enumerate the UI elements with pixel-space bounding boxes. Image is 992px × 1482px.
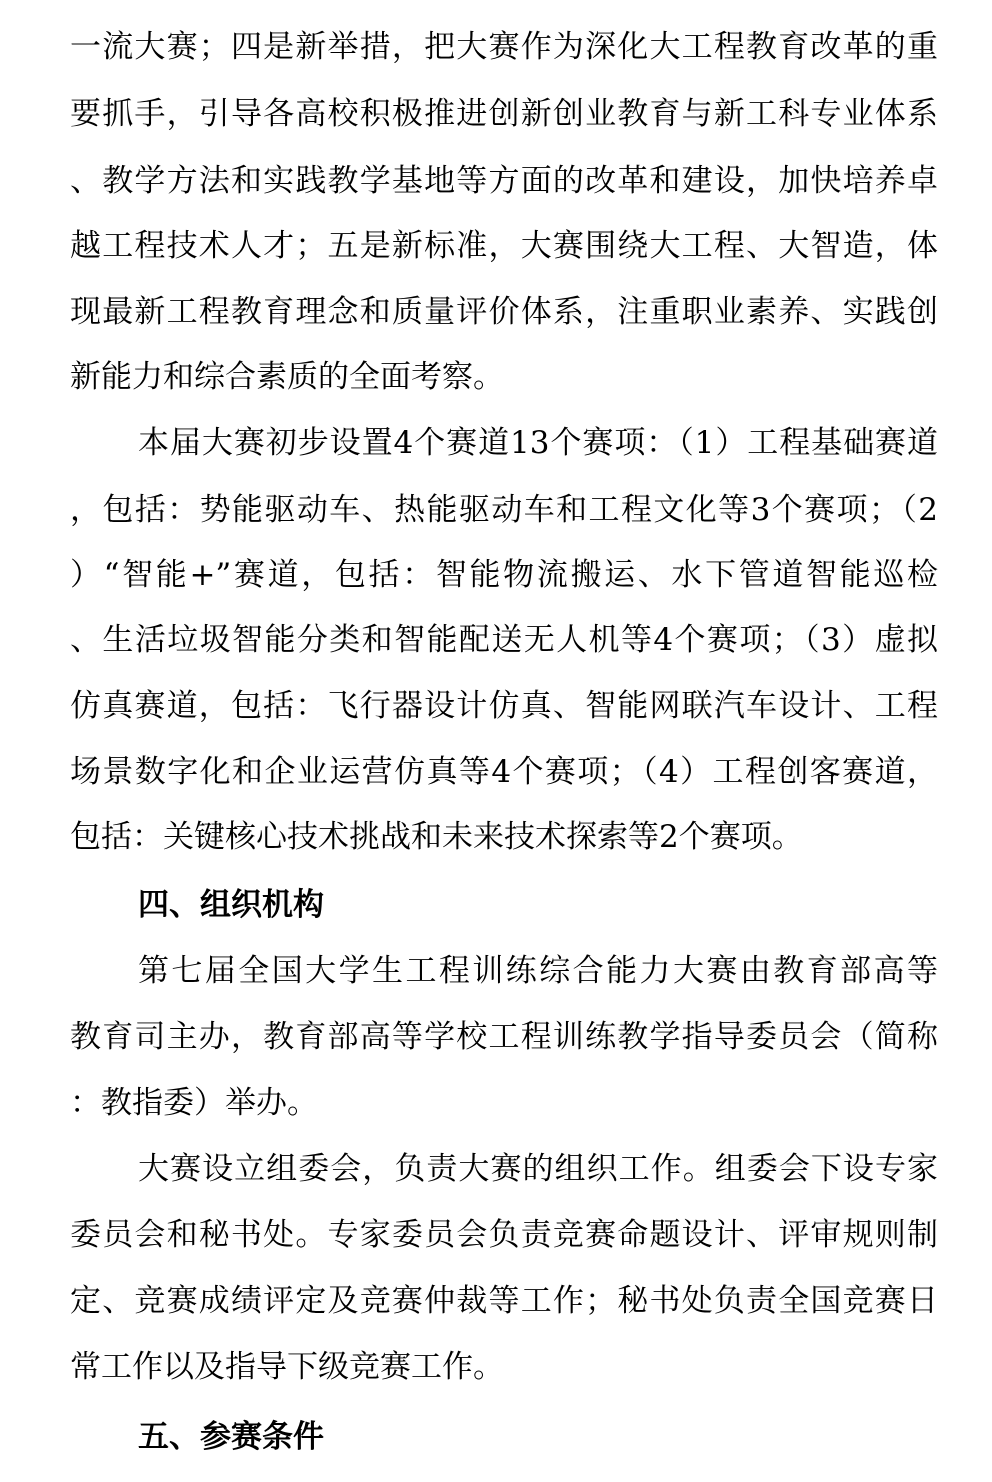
paragraph-line: 常工作以及指导下级竞赛工作。: [70, 1349, 504, 1385]
paragraph-line: ，包括：势能驱动车、热能驱动车和工程文化等3个赛项；（2: [70, 492, 938, 528]
paragraph-line: 、生活垃圾智能分类和智能配送无人机等4个赛项；（3）虚拟: [70, 622, 938, 658]
paragraph-line: ）“智能+”赛道，包括：智能物流搬运、水下管道智能巡检: [70, 557, 938, 593]
paragraph-line: 本届大赛初步设置4个赛道13个赛项：（1）工程基础赛道: [138, 425, 938, 461]
paragraph-line: 一流大赛；四是新举措，把大赛作为深化大工程教育改革的重: [70, 29, 938, 65]
paragraph-line: 、教学方法和实践教学基地等方面的改革和建设，加快培养卓: [70, 163, 938, 199]
paragraph-line: 大赛设立组委会，负责大赛的组织工作。组委会下设专家: [138, 1151, 938, 1187]
paragraph-line: 越工程技术人才；五是新标准，大赛围绕大工程、大智造，体: [70, 228, 938, 264]
paragraph-line: 包括：关键核心技术挑战和未来技术探索等2个赛项。: [70, 819, 803, 855]
paragraph-line: 要抓手，引导各高校积极推进创新创业教育与新工科专业体系: [70, 96, 938, 132]
section-heading: 四、组织机构: [138, 887, 324, 923]
paragraph-line: 场景数字化和企业运营仿真等4个赛项；（4）工程创客赛道，: [70, 754, 938, 790]
paragraph-line: 第七届全国大学生工程训练综合能力大赛由教育部高等: [138, 953, 938, 989]
paragraph-line: 现最新工程教育理念和质量评价体系，注重职业素养、实践创: [70, 294, 938, 330]
section-heading: 五、参赛条件: [138, 1419, 324, 1455]
paragraph-line: 新能力和综合素质的全面考察。: [70, 359, 504, 395]
paragraph-line: 仿真赛道，包括：飞行器设计仿真、智能网联汽车设计、工程: [70, 688, 938, 724]
paragraph-line: 委员会和秘书处。专家委员会负责竞赛命题设计、评审规则制: [70, 1217, 938, 1253]
paragraph-line: 教育司主办，教育部高等学校工程训练教学指导委员会（简称: [70, 1019, 938, 1055]
paragraph-line: 定、竞赛成绩评定及竞赛仲裁等工作；秘书处负责全国竞赛日: [70, 1283, 938, 1319]
paragraph-line: ：教指委）举办。: [70, 1085, 318, 1121]
